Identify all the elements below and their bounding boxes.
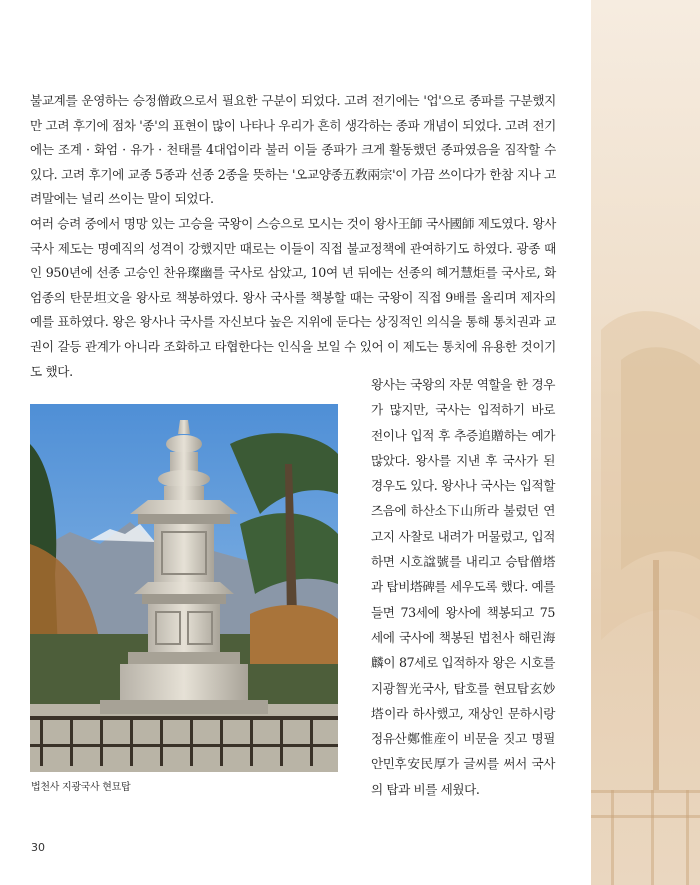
- paragraph-2: 여러 승려 중에서 명망 있는 고승을 국왕이 스승으로 모시는 것이 왕사王師 국사國師 제도였다. 왕사 국사 제도는 명예직의 성격이 강했지만 때로는 이들이 직접 불교정책에 관여하기도 하였다. 광종 때인 950년에 선종 고승인 찬유璨幽를 국사로 삼았고, 10여 년 뒤에는 선종의 혜거慧炬를 국사로, 화엄종의 탄문坦文을 왕사로 책봉하였다. 왕사 국사를 책봉할 때는 국왕이 직접 9배를 올리며 제자의 예를 표하였다. 왕은 왕사나 국사를 자신보다 높은 지위에 둔다는 상징적인 의식을 통해 통치권과 교권이 갈등 관계가 아니라 조화하고 타협한다는 인식을 보일 수 있어 이 제도는 통치에 유용한 것이기도 했다.: [30, 215, 556, 379]
- decorative-side-strip: [591, 0, 700, 885]
- main-text: [30, 89, 556, 384]
- side-strip-tree-illustration: [591, 0, 700, 885]
- page-number: 30: [31, 841, 45, 854]
- paragraph-1: 불교계를 운영하는 승정僧政으로서 필요한 구분이 되었다. 고려 전기에는 '업'으로 종파를 구분했지만 고려 후기에 점차 '종'의 표현이 많이 나타나 우리가 흔히 생각하는 종파 개념이 되었다. 고려 전기에는 조계 · 화엄 · 유가 · 천태를 4대업이라 불러 이들 종파가 크게 활동했던 종파였음을 짐작할 수 있다. 고려 후기에 교종 5종과 선종 2종을 뜻하는 '오교양종五敎兩宗'이 가끔 쓰이다가 한참 지나 고려말에는 널리 쓰이는 말이 되었다.: [30, 93, 556, 207]
- photo-caption: 법천사 지광국사 현묘탑: [31, 782, 131, 793]
- paragraph-3: 왕사는 국왕의 자문 역할을 한 경우가 많지만, 국사는 입적하기 바로 전이나 입적 후 추증追贈하는 예가 많았다. 왕사를 지낸 후 국사가 된 경우도 있다. 왕사나 국사는 입적할 즈음에 하산소下山所라 불렀던 연고지 사찰로 내려가 머물렀고, 입적하면 시호諡號를 내리고 승탑僧塔과 탑비塔碑를 세우도록 했다. 예를 들면 73세에 왕사에 책봉되고 75세에 국사에 책봉된 법천사 해린海麟이 87세로 입적하자 왕은 시호를 지광智光국사, 탑호를 현묘탑玄妙塔이라 하사했고, 재상인 문하시랑 정유산鄭惟産이 비문을 짓고 명필 안민후安民厚가 글씨를 써서 국사의 탑과 비를 세웠다.: [371, 377, 555, 797]
- stone-pagoda-photo: [30, 404, 338, 772]
